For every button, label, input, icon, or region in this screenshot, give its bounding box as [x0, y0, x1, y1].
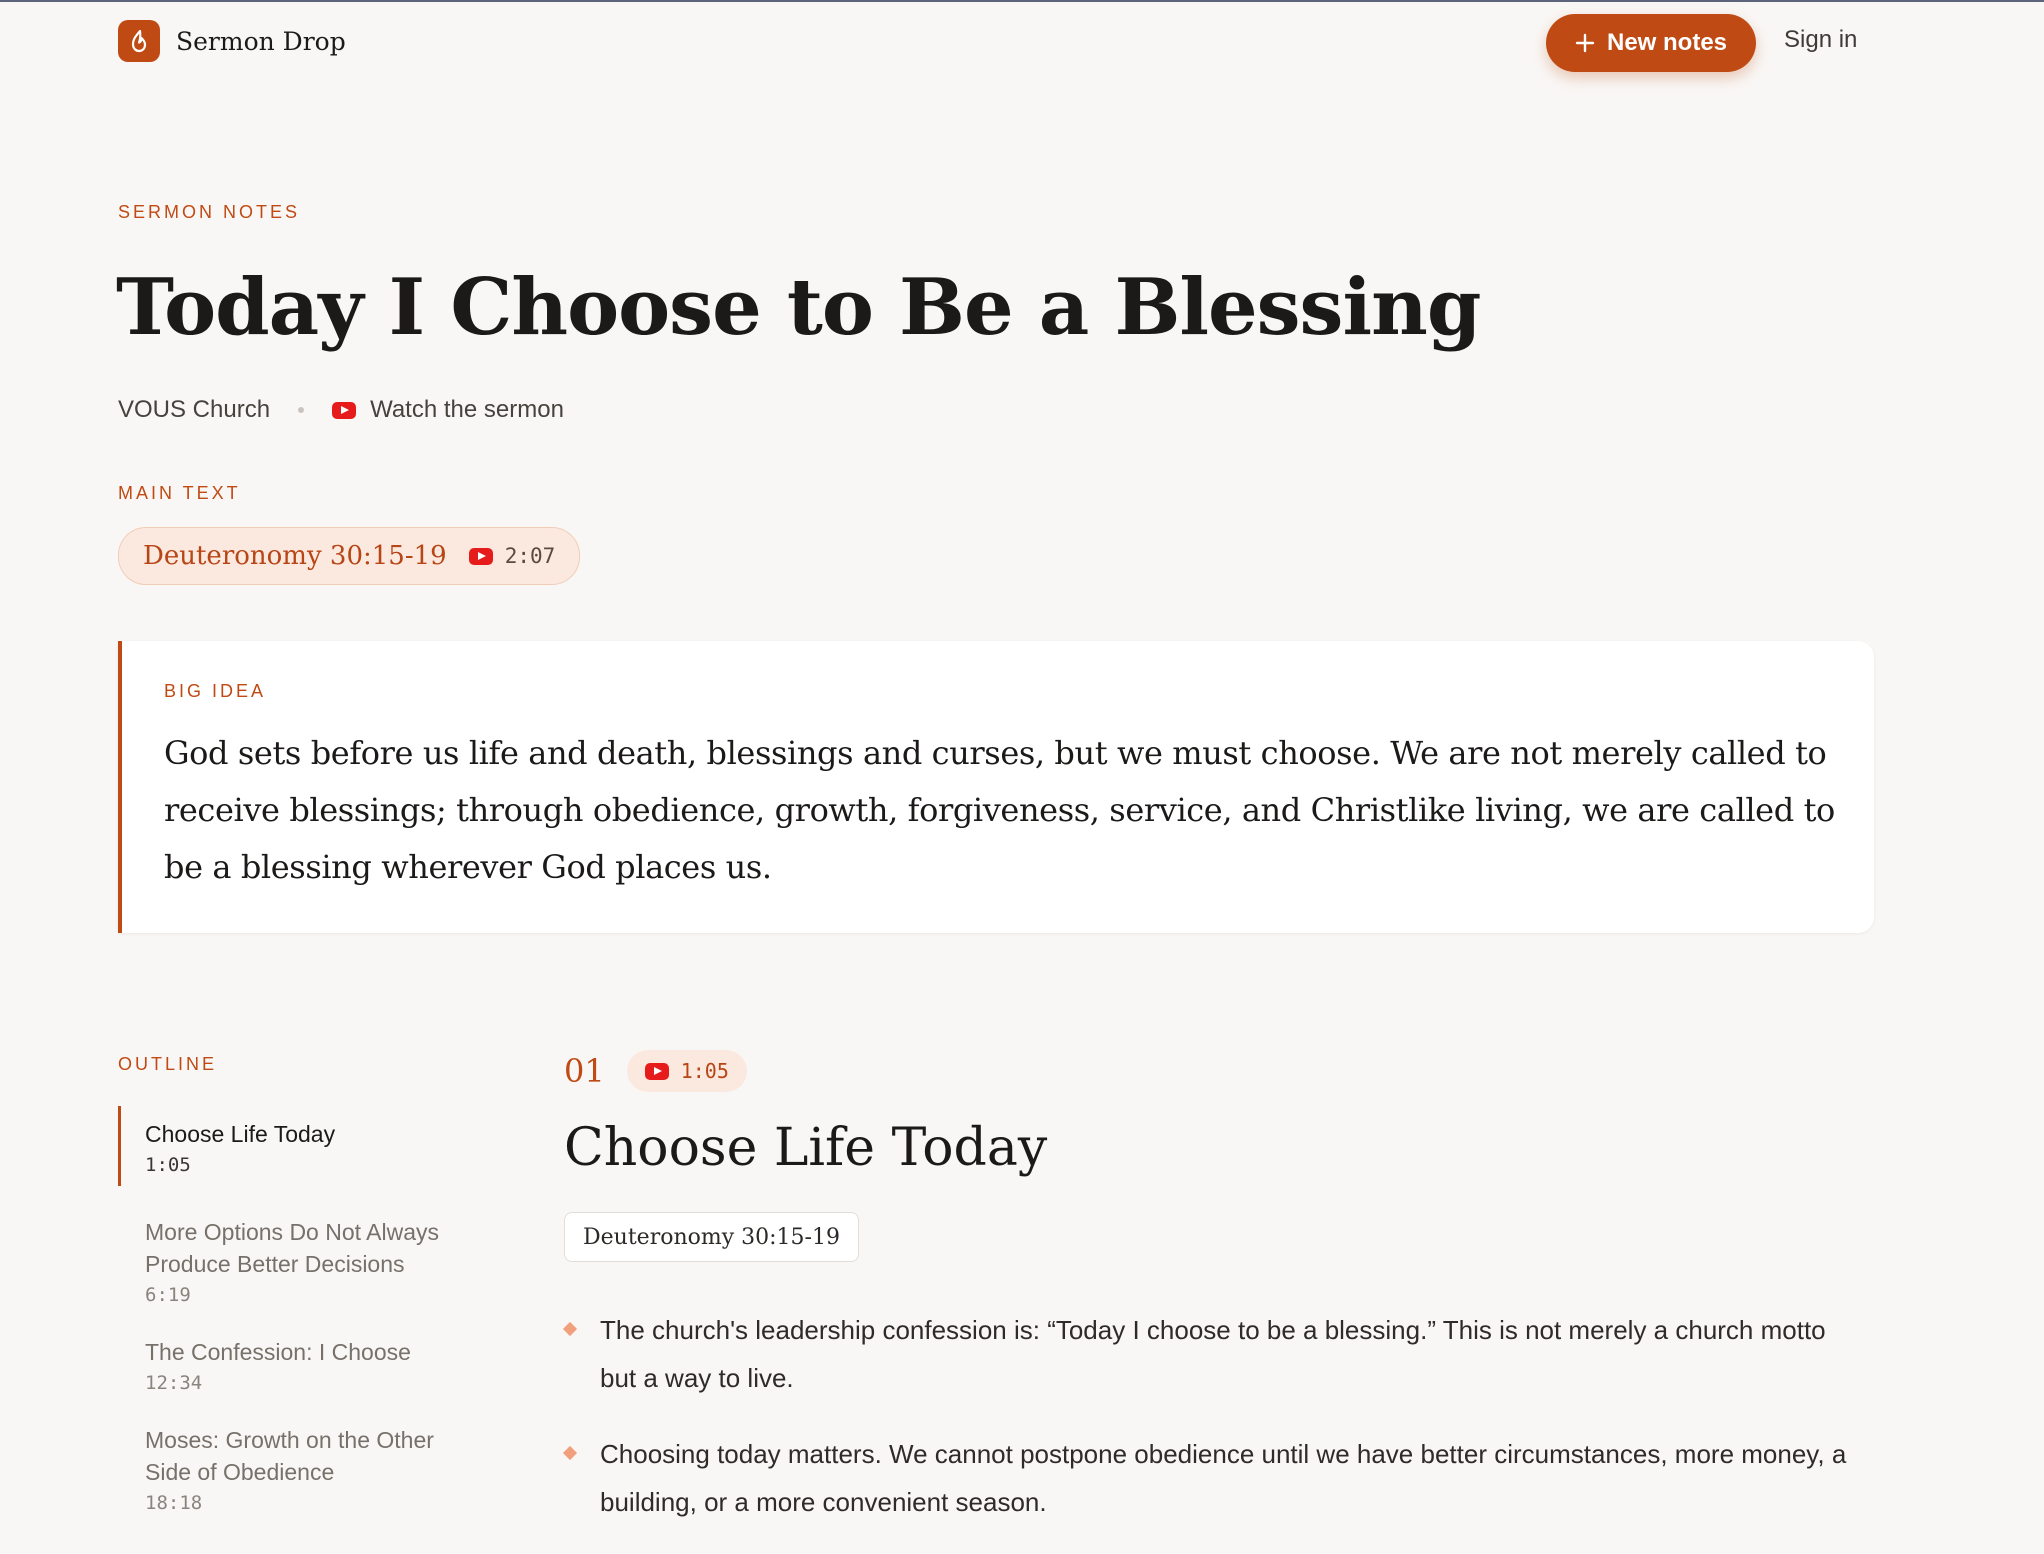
church-name: VOUS Church — [118, 396, 271, 423]
separator-dot — [298, 407, 304, 413]
outline-item-time: 12:34 — [145, 1372, 203, 1394]
outline-item[interactable] — [118, 1106, 478, 1186]
main-text-label: MAIN TEXT — [118, 483, 241, 503]
diamond-bullet-icon — [563, 1446, 577, 1460]
bullet-text: Choosing today matters. We cannot postpone obedience until we have better circumstances, more money, a building, or a more convenient season. — [600, 1439, 1847, 1517]
app-name: Sermon Drop — [176, 26, 346, 56]
point-bullets — [564, 1306, 1864, 1554]
watch-sermon-link[interactable] — [332, 396, 564, 424]
main-text-reference: Deuteronomy 30:15-19 — [143, 541, 447, 571]
outline-item[interactable] — [118, 1424, 478, 1514]
main-text-time: 2:07 — [504, 544, 556, 568]
outline-item-title: The Confession: I Choose — [145, 1339, 411, 1365]
plus-icon — [1575, 33, 1595, 53]
point-reference: Deuteronomy 30:15-19 — [564, 1212, 859, 1262]
outline-label: OUTLINE — [118, 1054, 218, 1074]
watch-sermon-label: Watch the sermon — [370, 396, 564, 423]
diamond-bullet-icon — [563, 1322, 577, 1336]
outline-item-time: 18:18 — [145, 1492, 203, 1514]
outline-item-title: More Options Do Not Always Produce Better Decisions — [145, 1219, 440, 1277]
list-item — [564, 1306, 1864, 1402]
point-timestamp[interactable] — [627, 1050, 747, 1092]
youtube-icon — [469, 548, 493, 565]
top-border — [0, 0, 2044, 2]
new-notes-button[interactable] — [1546, 14, 1756, 72]
youtube-icon — [645, 1063, 669, 1080]
flame-icon — [118, 20, 160, 62]
point-title: Choose Life Today — [564, 1118, 1048, 1178]
outline-item-time: 6:19 — [145, 1284, 191, 1306]
page-eyebrow: SERMON NOTES — [118, 202, 301, 222]
outline-item-title: Moses: Growth on the Other Side of Obedience — [145, 1427, 434, 1485]
main-text-timestamp[interactable] — [469, 544, 556, 568]
outline-item[interactable] — [118, 1216, 478, 1306]
logo[interactable] — [118, 20, 346, 62]
point-number: 01 — [564, 1052, 605, 1090]
page-title: Today I Choose to Be a Blessing — [116, 262, 1481, 353]
outline-nav — [118, 1106, 478, 1544]
big-idea-label: BIG IDEA — [164, 681, 267, 701]
youtube-icon — [332, 402, 356, 419]
main-text-pill[interactable] — [118, 527, 580, 585]
list-item — [564, 1430, 1864, 1526]
outline-item-title: Choose Life Today — [145, 1121, 336, 1147]
point-header — [564, 1050, 747, 1092]
big-idea-text: God sets before us life and death, blessings and curses, but we must choose. We are not merely called to receive blessings; through obedience, growth, forgiveness, service, and Christlike living, we are called to be a blessing wherever God places us. — [164, 734, 1835, 886]
outline-item[interactable] — [118, 1336, 478, 1394]
bullet-text: The church's leadership confession is: “Today I choose to be a blessing.” This is not merely a church motto but a way to live. — [600, 1315, 1826, 1393]
sermon-meta — [118, 396, 564, 424]
outline-item-time: 1:05 — [145, 1154, 191, 1176]
new-notes-label: New notes — [1606, 29, 1728, 56]
big-idea-card — [118, 641, 1874, 933]
site-header — [118, 20, 1860, 68]
point-time: 1:05 — [680, 1059, 729, 1083]
sign-in-link[interactable]: Sign in — [1784, 26, 1858, 53]
